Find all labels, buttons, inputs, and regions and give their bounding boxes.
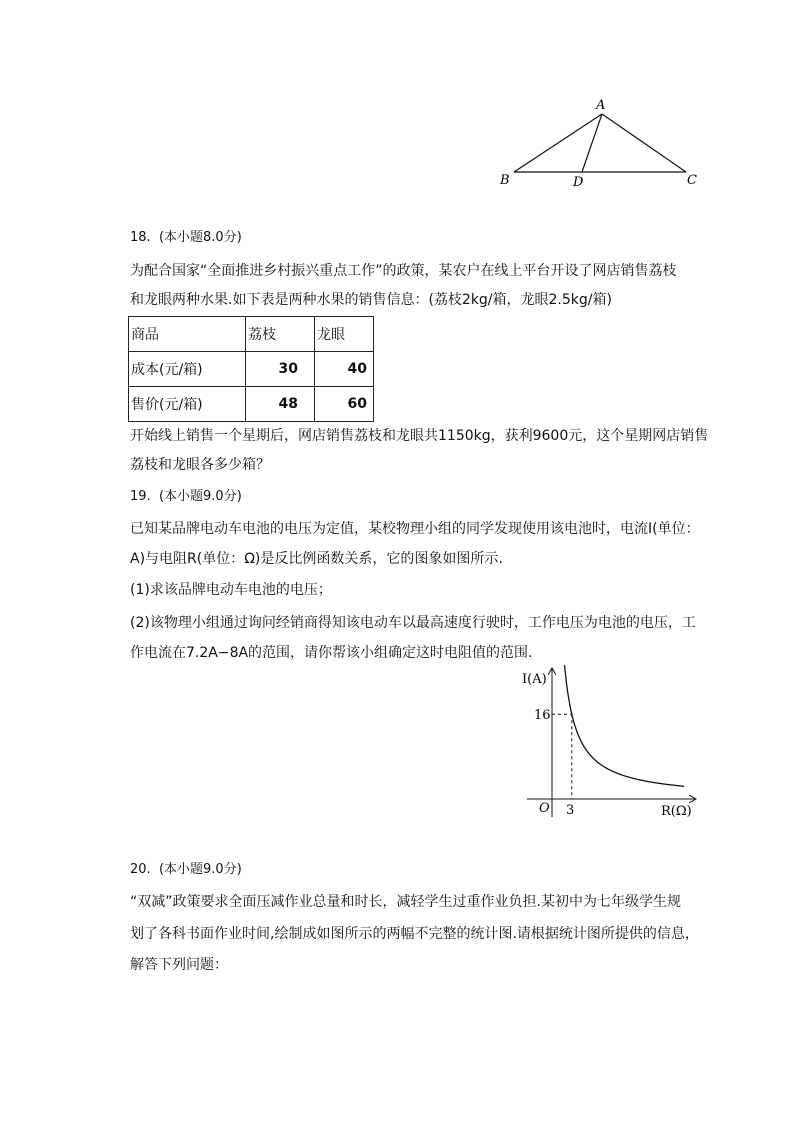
- x-axis-label: R(Ω): [661, 804, 692, 819]
- label-d: D: [573, 175, 584, 190]
- q19-sub-3: 作电流在7.2A−8A的范围，请你帮该小组确定这时电阻值的范围.: [130, 645, 533, 661]
- table-cell: 48: [246, 387, 315, 422]
- q19-sub-2: (2)该物理小组通过询问经销商得知该电动车以最高速度行驶时，工作电压为电池的电压，工: [130, 615, 696, 631]
- sales-table: [128, 316, 374, 422]
- table-row: [129, 352, 374, 387]
- q19-text-1: 已知某品牌电动车电池的电压为定值，某校物理小组的同学发现使用该电池时，电流I(单位：: [130, 521, 700, 537]
- table-cell: 30: [246, 352, 315, 387]
- q18-text-1: 为配合国家“全面推进乡村振兴重点工作”的政策，某农户在线上平台开设了网店销售荔枝: [130, 263, 677, 279]
- y-axis-label: I(A): [522, 672, 547, 687]
- q20-text-1: “双减”政策要求全面压减作业总量和时长，减轻学生过重作业负担.某初中为七年级学生规: [130, 894, 681, 910]
- q18-heading: [130, 228, 242, 248]
- q20-number: 20.: [130, 862, 151, 877]
- q20-heading: [130, 860, 242, 880]
- label-a: A: [596, 98, 606, 113]
- q18-number: 18.: [130, 230, 151, 245]
- triangle-figure: [495, 92, 705, 192]
- q18-text-3: 开始线上销售一个星期后，网店销售荔枝和龙眼共1150kg，获利9600元，这个星期网店销售: [130, 428, 709, 444]
- q18-text-4: 荔枝和龙眼各多少箱？: [130, 457, 270, 473]
- table-header-cell: 龙眼: [315, 317, 374, 352]
- table-row: [129, 387, 374, 422]
- y-tick-label: 16: [534, 708, 551, 723]
- q19-text-2: A)与电阻R(单位：Ω)是反比例函数关系，它的图象如图所示.: [130, 551, 503, 567]
- q19-sub-1: (1)求该品牌电动车电池的电压；: [130, 582, 332, 598]
- table-cell: 40: [315, 352, 374, 387]
- table-cell: 60: [315, 387, 374, 422]
- x-tick-label: 3: [566, 803, 575, 818]
- segment-ad: [582, 114, 602, 172]
- q18-points: (本小题8.0分): [158, 230, 242, 245]
- table-cell: 售价(元/箱): [129, 387, 246, 422]
- q20-text-3: 解答下列问题：: [130, 957, 228, 973]
- q20-text-2: 划了各科书面作业时间,绘制成如图所示的两幅不完整的统计图.请根据统计图所提供的信息，: [130, 926, 699, 942]
- q19-points: (本小题9.0分): [158, 489, 242, 504]
- origin-label: O: [539, 801, 550, 816]
- table-header-cell: 商品: [129, 317, 246, 352]
- inverse-proportion-graph: [515, 665, 700, 825]
- label-c: C: [687, 173, 697, 188]
- table-cell: 成本(元/箱): [129, 352, 246, 387]
- table-header-row: [129, 317, 374, 352]
- q19-heading: [130, 487, 242, 507]
- table-header-cell: 荔枝: [246, 317, 315, 352]
- q20-points: (本小题9.0分): [158, 862, 242, 877]
- side-ac: [602, 114, 686, 172]
- side-ab: [514, 114, 602, 172]
- q19-number: 19.: [130, 489, 151, 504]
- inverse-curve: [565, 665, 685, 786]
- label-b: B: [500, 173, 510, 188]
- q18-text-2: 和龙眼两种水果.如下表是两种水果的销售信息：(荔枝2kg/箱，龙眼2.5kg/箱): [130, 292, 612, 308]
